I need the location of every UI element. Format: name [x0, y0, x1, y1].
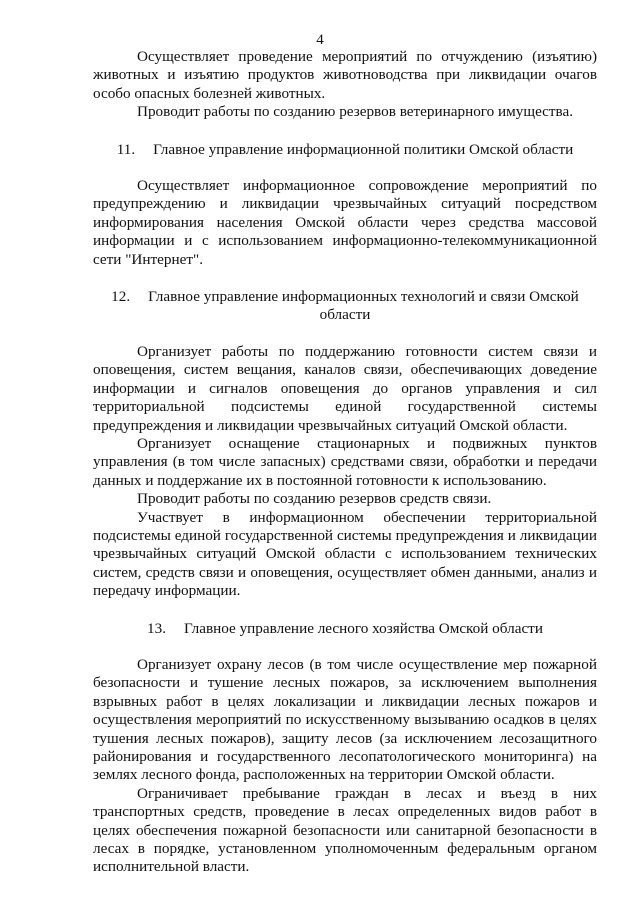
paragraph-veterinary-reserves: Проводит работы по созданию резервов ветеринарного имущества.: [137, 103, 574, 121]
section-heading-11: [93, 141, 597, 159]
section-number: 12.: [111, 288, 131, 306]
section-title: Главное управление информационных технологий и связи Омской области: [148, 288, 579, 324]
document-body: [93, 48, 597, 877]
paragraph-control-points: Организует оснащение стационарных и подвижных пунктов управления (в том числе запасных) средствами связи, обработки и передачи данных и поддержание их в постоянной готовности к использованию.: [93, 434, 597, 489]
paragraph-forest-protection: Организует охрану лесов (в том числе осуществление мер пожарной безопасности и тушение лесных пожаров, за исключением выполнения взрывных работ в целях локализации и ликвидации лесных пожаров и осуществления мероприятий по искусственному вызыванию осадков в целях тушения лесных пожаров), защиту лесов (за исключением лесозащитного районирования и государственного лесопатологического мониторинга) на землях лесного фонда, расположенных на территории Омской области.: [93, 655, 597, 784]
paragraph-veterinary-alienation: Осуществляет проведение мероприятий по отчуждению (изъятию) животных и изъятию продуктов животноводства при ликвидации очагов особо опасных болезней животных.: [93, 48, 597, 102]
section-number: 13.: [147, 619, 167, 637]
paragraph-info-support-participation: Участвует в информационном обеспечении территориальной подсистемы единой государственной системы предупреждения и ликвидации чрезвычайных ситуаций Омской области с использованием технических систем, средств связи и оповещения, осуществляет обмен данными, анализ и передачу информации.: [93, 508, 597, 600]
paragraph-communication-reserves: Проводит работы по созданию резервов средств связи.: [137, 490, 492, 508]
paragraph-info-support: Осуществляет информационное сопровождение мероприятий по предупреждению и ликвидации чрезвычайных ситуаций посредством информирования населения Омской области через средства массовой информации и с использованием информационно-телекоммуникационной сети "Интернет".: [93, 177, 597, 268]
paragraph-forest-access-restriction: Ограничивает пребывание граждан в лесах и въезд в них транспортных средств, проведение в лесах определенных видов работ в целях обеспечения пожарной безопасности или санитарной безопасности в лесах в порядке, установленном уполномоченным федеральным органом исполнительной власти.: [93, 784, 597, 876]
section-title: Главное управление лесного хозяйства Омской области: [184, 619, 543, 637]
section-heading-12: [93, 288, 597, 325]
page-number: 4: [316, 32, 324, 48]
section-heading-13: [93, 620, 597, 638]
section-title: Главное управление информационной политики Омской области: [153, 140, 574, 158]
section-number: 11.: [116, 140, 136, 158]
paragraph-communication-readiness: Организует работы по поддержанию готовности систем связи и оповещения, систем вещания, каналов связи, обеспечивающих доведение информации и сигналов оповещения до органов управления и сил территориальной подсистемы единой государственной системы предупреждения и ликвидации чрезвычайных ситуаций Омской области.: [93, 342, 597, 434]
